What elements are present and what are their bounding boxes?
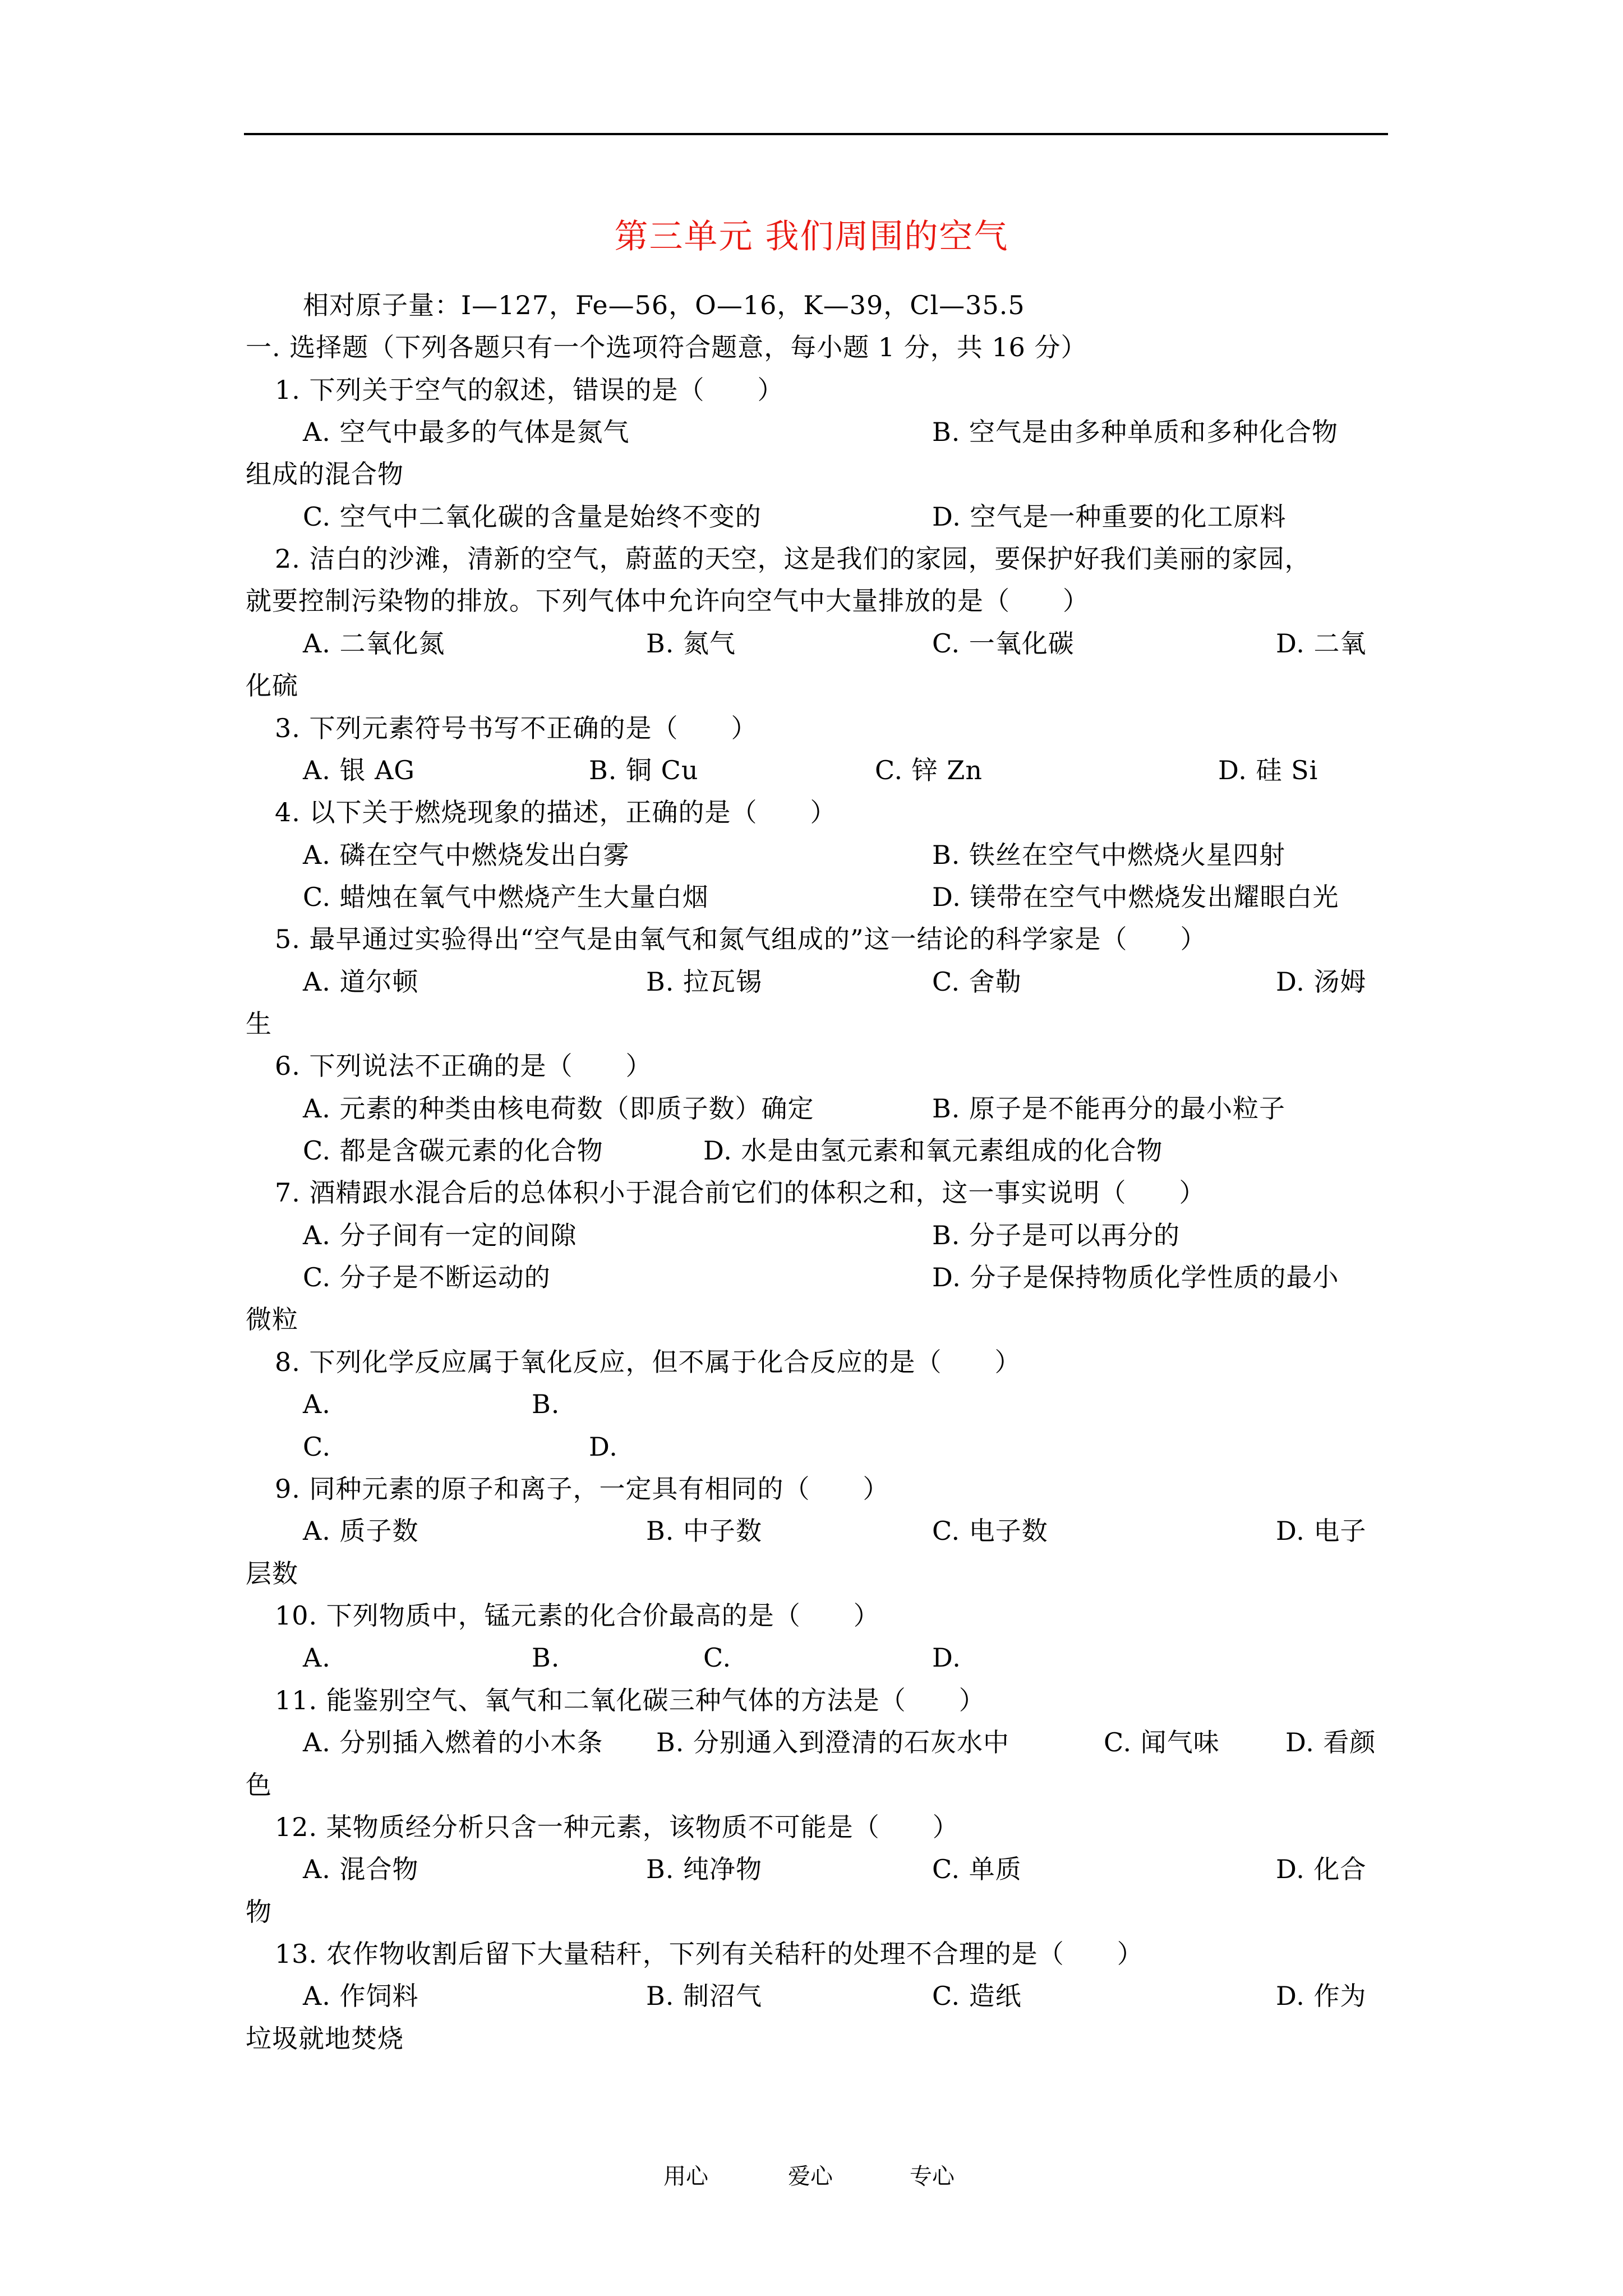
option: C. 都是含碳元素的化合物 [303, 1135, 603, 1166]
option: C. 空气中二氧化碳的含量是始终不变的 [303, 501, 762, 532]
option: A. 道尔顿 [303, 967, 419, 997]
option: C. [703, 1642, 732, 1673]
option: D. 分子是保持物质化学性质的最小 [932, 1262, 1339, 1292]
option: B. 分别通入到澄清的石灰水中 [656, 1727, 1010, 1757]
option: D. 水是由氢元素和氧元素组成的化合物 [703, 1135, 1163, 1166]
option: C. 舍勒 [932, 967, 1022, 997]
question-stem: 3. 下列元素符号书写不正确的是（ ） [275, 713, 758, 743]
option: D. [932, 1642, 961, 1673]
option: D. 化合 [1276, 1854, 1367, 1884]
option: D. 空气是一种重要的化工原料 [932, 501, 1287, 532]
question-stem: 就要控制污染物的排放。下列气体中允许向空气中大量排放的是（ ） [246, 586, 1089, 616]
option: B. 原子是不能再分的最小粒子 [932, 1093, 1286, 1124]
option: C. [303, 1432, 331, 1462]
option-continuation: 色 [246, 1770, 272, 1800]
option: A. 银 AG [303, 755, 416, 785]
option: D. 二氧 [1276, 628, 1367, 659]
option: A. 二氧化氮 [303, 628, 445, 659]
question-stem: 7. 酒精跟水混合后的总体积小于混合前它们的体积之和，这一事实说明（ ） [275, 1177, 1206, 1208]
option-continuation: 生 [246, 1009, 272, 1039]
option: D. 作为 [1276, 1981, 1367, 2011]
option: C. 单质 [932, 1854, 1022, 1884]
footer-text: 用心 [663, 2164, 708, 2189]
option: C. 蜡烛在氧气中燃烧产生大量白烟 [303, 882, 709, 912]
option: C. 分子是不断运动的 [303, 1262, 551, 1292]
option: A. 质子数 [303, 1516, 419, 1546]
option: B. [532, 1642, 560, 1673]
option: A. 作饲料 [303, 1981, 419, 2011]
option: D. 电子 [1276, 1516, 1367, 1546]
option: D. 镁带在空气中燃烧发出耀眼白光 [932, 882, 1339, 912]
option: A. 磷在空气中燃烧发出白雾 [303, 840, 630, 870]
option: B. 中子数 [646, 1516, 763, 1546]
option: D. 硅 Si [1218, 755, 1318, 785]
question-stem: 4. 以下关于燃烧现象的描述，正确的是（ ） [275, 797, 837, 827]
option: B. 制沼气 [646, 1981, 763, 2011]
option: B. 氮气 [646, 628, 736, 659]
question-stem: 6. 下列说法不正确的是（ ） [275, 1051, 652, 1081]
header-rule [244, 133, 1388, 135]
option-continuation: 垃圾就地焚烧 [246, 2023, 404, 2054]
option: A. [303, 1642, 331, 1673]
option-continuation: 化硫 [246, 670, 298, 701]
option: B. 铜 Cu [589, 755, 699, 785]
question-stem: 8. 下列化学反应属于氧化反应，但不属于化合反应的是（ ） [275, 1347, 1021, 1377]
footer-text: 专心 [910, 2164, 955, 2189]
question-stem: 2. 洁白的沙滩，清新的空气，蔚蓝的天空，这是我们的家园，要保护好我们美丽的家园， [275, 544, 1311, 574]
option: A. [303, 1389, 331, 1419]
page-title: 第三单元 我们周围的空气 [614, 217, 1009, 256]
option-continuation: 微粒 [246, 1304, 298, 1335]
atomic-masses: 相对原子量：I—127，Fe—56，O—16，K—39，Cl—35.5 [303, 290, 1025, 320]
option-continuation: 物 [246, 1897, 272, 1927]
question-stem: 12. 某物质经分析只含一种元素，该物质不可能是（ ） [275, 1812, 959, 1842]
option: A. 元素的种类由核电荷数（即质子数）确定 [303, 1093, 814, 1124]
option: B. 拉瓦锡 [646, 967, 763, 997]
option: D. 汤姆 [1276, 967, 1367, 997]
option: B. 空气是由多种单质和多种化合物 [932, 417, 1339, 447]
option: A. 混合物 [303, 1854, 419, 1884]
option: D. 看颜 [1285, 1727, 1376, 1757]
option: C. 闻气味 [1104, 1727, 1220, 1757]
option-continuation: 层数 [246, 1558, 298, 1589]
option: A. 分别插入燃着的小木条 [303, 1727, 603, 1757]
option: D. [589, 1432, 618, 1462]
section-heading: 一. 选择题（下列各题只有一个选项符合题意，每小题 1 分，共 16 分） [246, 332, 1087, 362]
option: A. 空气中最多的气体是氮气 [303, 417, 630, 447]
option: B. [532, 1389, 560, 1419]
option: B. 铁丝在空气中燃烧火星四射 [932, 840, 1286, 870]
question-stem: 13. 农作物收割后留下大量秸秆，下列有关秸秆的处理不合理的是（ ） [275, 1939, 1144, 1969]
question-stem: 5. 最早通过实验得出“空气是由氧气和氮气组成的”这一结论的科学家是（ ） [275, 924, 1207, 954]
question-stem: 1. 下列关于空气的叙述，错误的是（ ） [275, 375, 784, 405]
option: B. 纯净物 [646, 1854, 763, 1884]
option: B. 分子是可以再分的 [932, 1220, 1181, 1250]
option: A. 分子间有一定的间隙 [303, 1220, 577, 1250]
option: C. 一氧化碳 [932, 628, 1075, 659]
question-stem: 9. 同种元素的原子和离子，一定具有相同的（ ） [275, 1474, 889, 1504]
question-stem: 10. 下列物质中，锰元素的化合价最高的是（ ） [275, 1600, 880, 1631]
question-stem: 11. 能鉴别空气、氧气和二氧化碳三种气体的方法是（ ） [275, 1685, 985, 1715]
option-continuation: 组成的混合物 [246, 459, 404, 489]
footer-text: 爱心 [788, 2164, 833, 2189]
option: C. 造纸 [932, 1981, 1022, 2011]
option: C. 锌 Zn [875, 755, 983, 785]
option: C. 电子数 [932, 1516, 1048, 1546]
